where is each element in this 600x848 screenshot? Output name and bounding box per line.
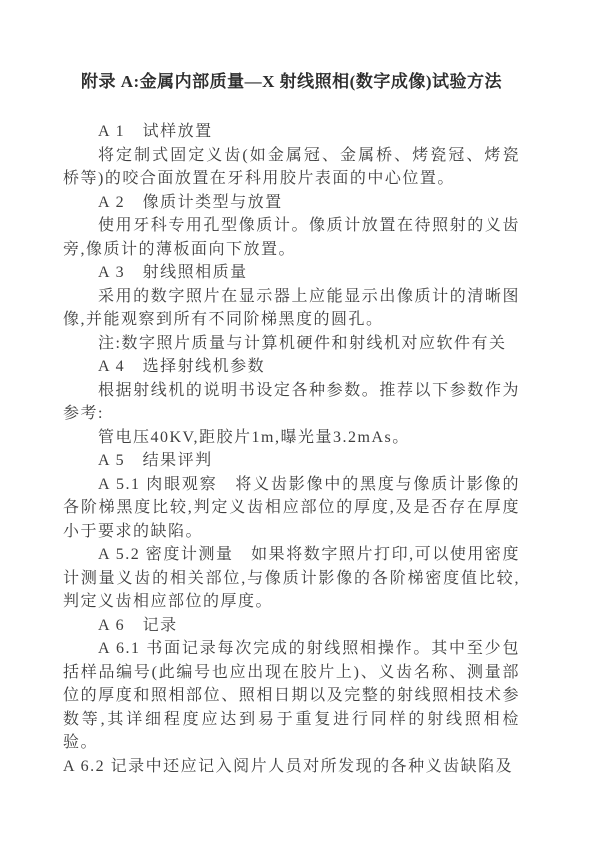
section-heading: A 3 射线照相质量 — [98, 264, 248, 281]
paragraph: A 5.2 密度计测量 如果将数字照片打印,可以使用密度计测量义齿的相关部位,与像质计影像的各阶梯密度值比较,判定义齿相应部位的厚度。 — [63, 546, 520, 610]
section-heading: A 4 选择射线机参数 — [98, 358, 266, 375]
paragraph: A 6.2 记录中还应记入阅片人员对所发现的各种义齿缺陷及 — [63, 757, 514, 775]
paragraph: A 5.1 肉眼观察 将义齿影像中的黑度与像质计影像的各阶梯黑度比较,判定义齿相应部位的厚度,及是否存在厚度小于要求的缺陷。 — [63, 475, 520, 540]
section-heading: A 1 试样放置 — [98, 123, 213, 140]
section-heading: A 5 结果评判 — [98, 452, 213, 469]
paragraph: 根据射线机的说明书设定各种参数。推荐以下参数作为参考: — [63, 381, 520, 422]
document-title: 附录 A:金属内部质量—X 射线照相(数字成像)试验方法 — [80, 72, 503, 91]
paragraph: 管电压40KV,距胶片1m,曝光量3.2mAs。 — [98, 428, 410, 446]
paragraph: 将定制式固定义齿(如金属冠、金属桥、烤瓷冠、烤瓷桥等)的咬合面放置在牙科用胶片表面的中心位置。 — [63, 146, 520, 187]
paragraph: 使用牙科专用孔型像质计。像质计放置在待照射的义齿旁,像质计的薄板面向下放置。 — [63, 217, 520, 258]
paragraph: A 6.1 书面记录每次完成的射线照相操作。其中至少包括样品编号(此编号也应出现在胶片上)、义齿名称、测量部位的厚度和照相部位、照相日期以及完整的射线照相技术参数等,其详细程度应达到易于重复进行同样的射线照相检验。 — [63, 640, 520, 751]
section-heading: A 6 记录 — [98, 616, 178, 634]
paragraph: 采用的数字照片在显示器上应能显示出像质计的清晰图像,并能观察到所有不同阶梯黑度的圆孔。 — [63, 287, 520, 328]
section-heading: A 2 像质计类型与放置 — [98, 193, 283, 211]
document-body — [63, 120, 520, 778]
note-line: 注:数字照片质量与计算机硬件和射线机对应软件有关 — [98, 334, 507, 352]
